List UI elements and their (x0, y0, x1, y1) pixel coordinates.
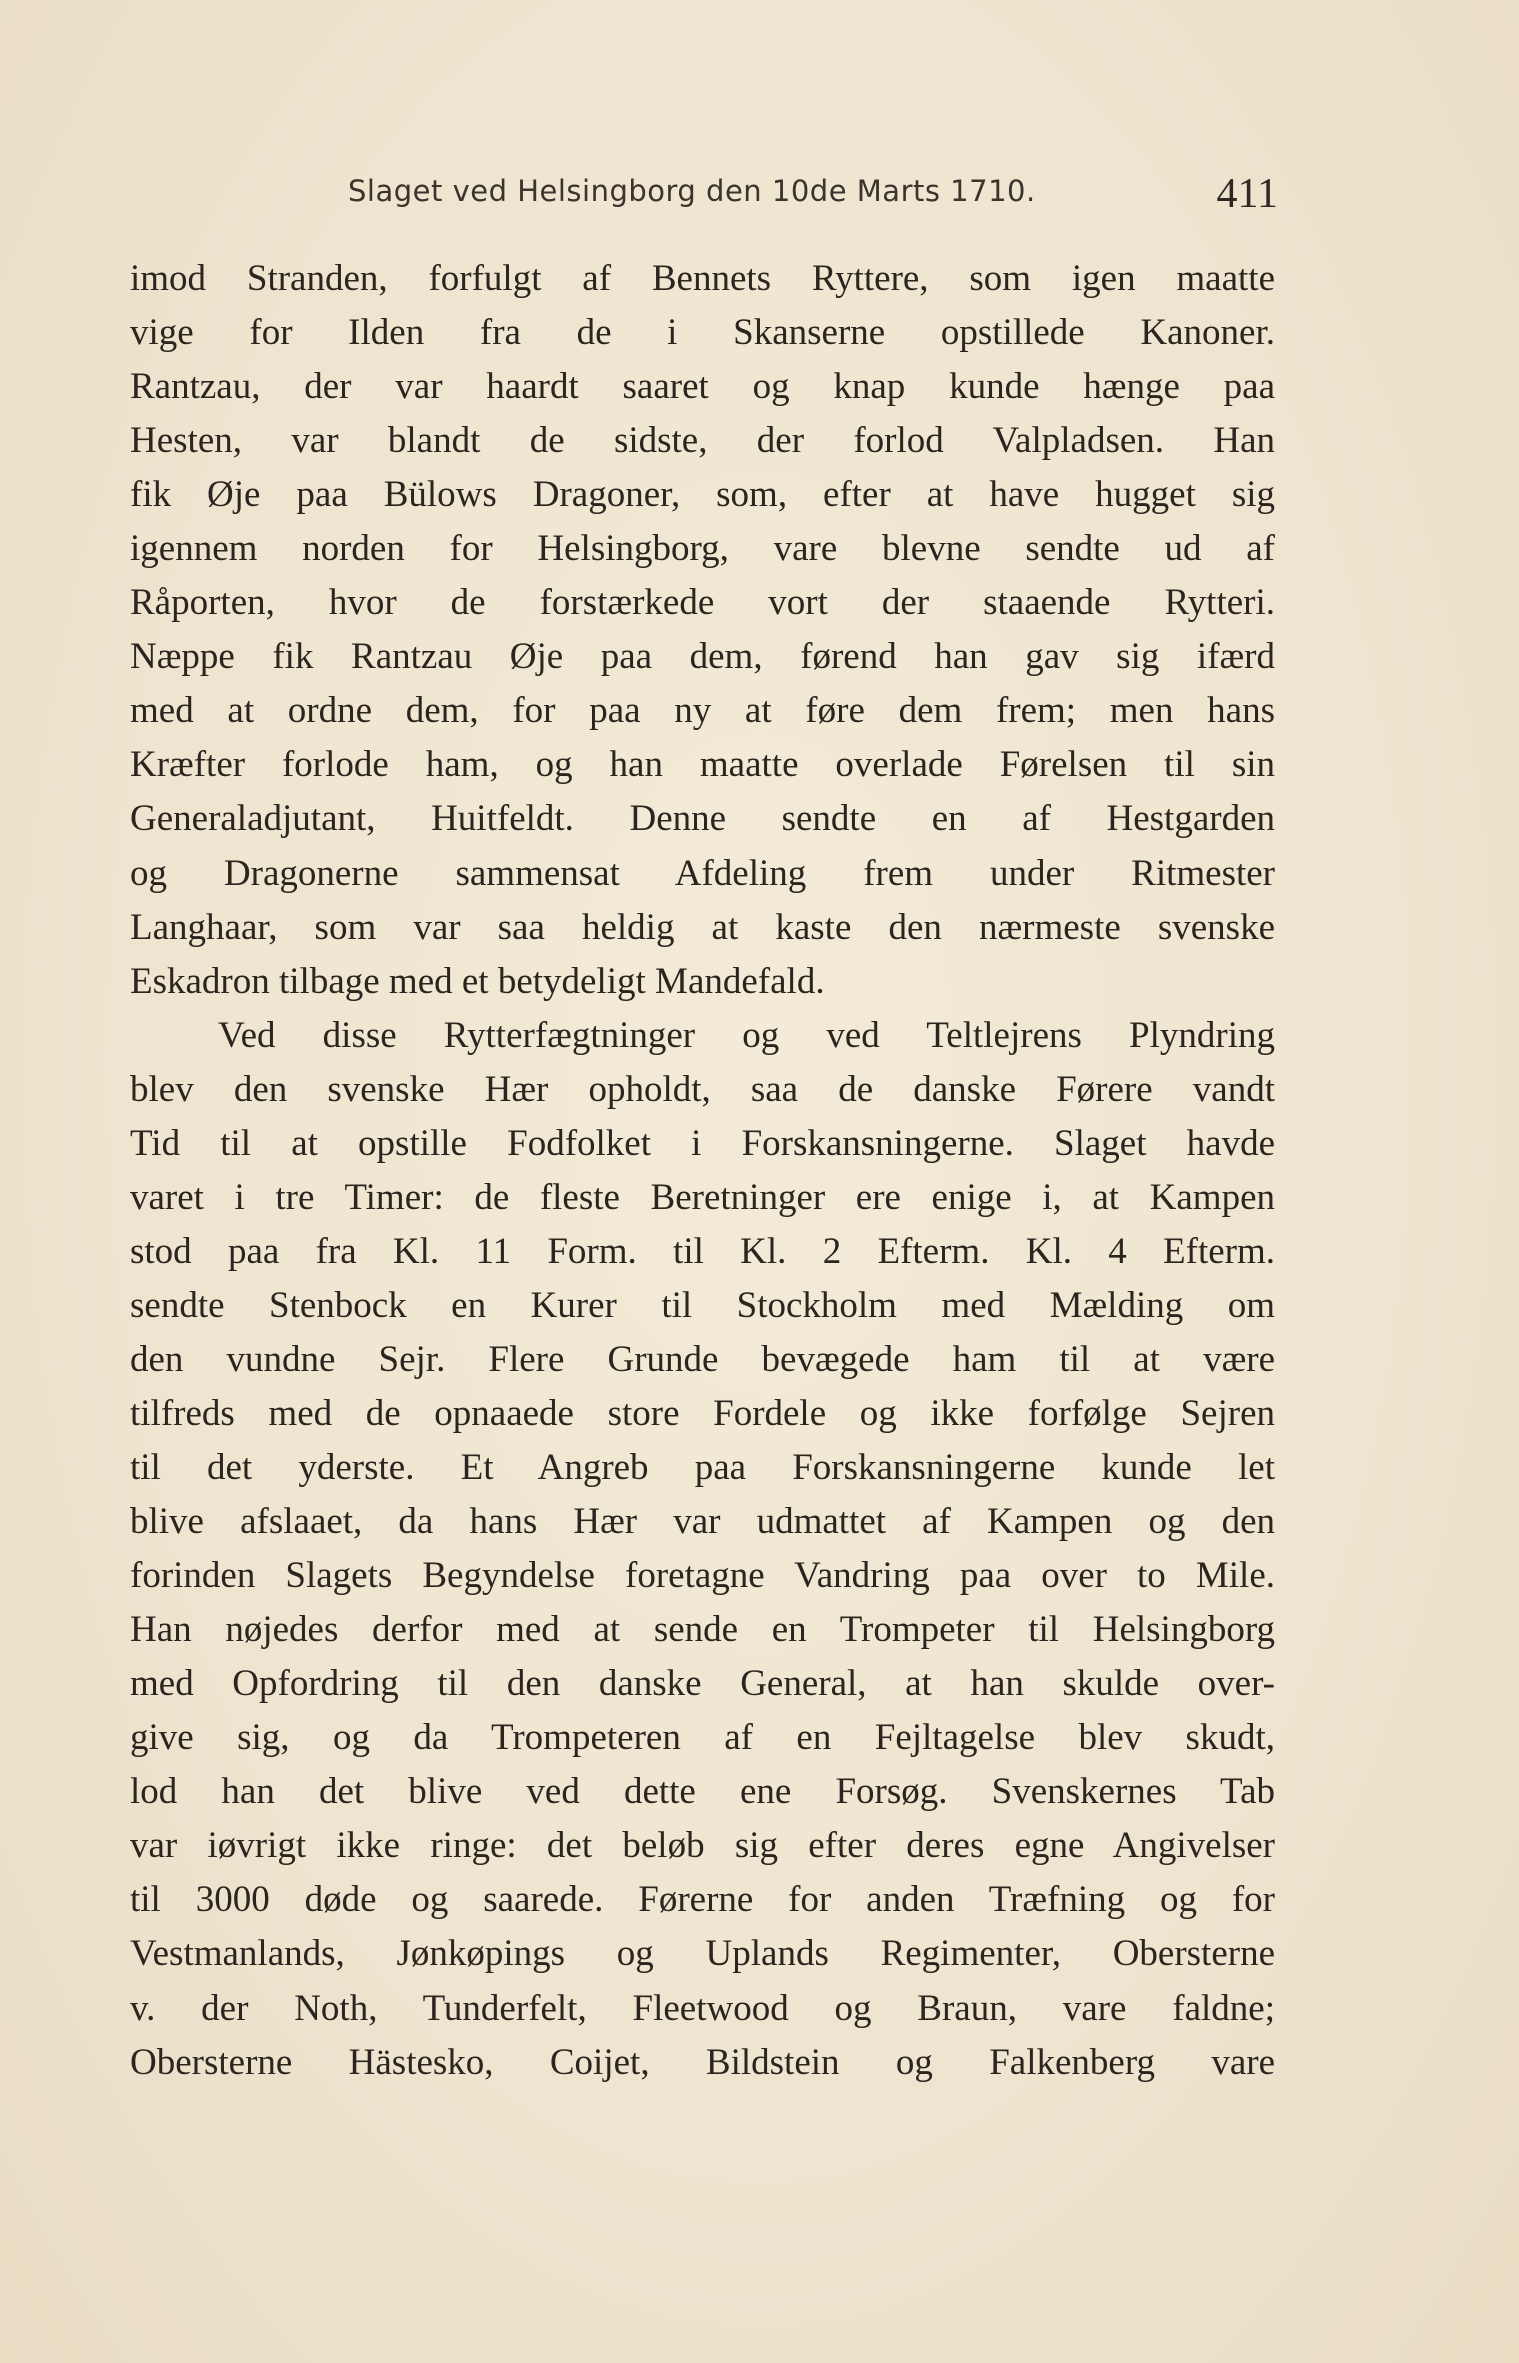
running-title: Slaget ved Helsingborg den 10de Marts 1710. (348, 174, 1036, 208)
text-line: den vundne Sejr. Flere Grunde bevægede ham til at være (130, 1338, 1275, 1380)
text-line: Rantzau, der var haardt saaret og knap kunde hænge paa (130, 366, 1275, 408)
text-line: stod paa fra Kl. 11 Form. til Kl. 2 Efterm. Kl. 4 Efterm. (130, 1230, 1275, 1272)
text-line: Næppe fik Rantzau Øje paa dem, førend han gav sig ifærd (130, 636, 1275, 678)
text-line: imod Stranden, forfulgt af Bennets Ryttere, som igen maatte (130, 258, 1275, 299)
page-header (348, 170, 1278, 220)
text-line: forinden Slagets Begyndelse foretagne Vandring paa over to Mile. (130, 1555, 1275, 1597)
text-line: varet i tre Timer: de fleste Beretninger ere enige i, at Kampen (130, 1176, 1275, 1218)
text-line: Råporten, hvor de forstærkede vort der staaende Rytteri. (130, 582, 1275, 624)
text-line: Kræfter forlode ham, og han maatte overlade Førelsen til sin (130, 744, 1275, 786)
text-line: Tid til at opstille Fodfolket i Forskansningerne. Slaget havde (130, 1122, 1275, 1164)
text-line: med Opfordring til den danske General, at han skulde over- (130, 1663, 1275, 1705)
text-line: tilfreds med de opnaaede store Fordele og ikke forfølge Sejren (130, 1392, 1275, 1434)
text-line: med at ordne dem, for paa ny at føre dem frem; men hans (130, 690, 1275, 732)
text-line: Vestmanlands, Jønkøpings og Uplands Regimenter, Obersterne (130, 1933, 1275, 1975)
text-line-paragraph-start: Ved disse Rytterfægtninger og ved Teltlejrens Plyndring (218, 1014, 1275, 1056)
text-line: og Dragonerne sammensat Afdeling frem under Ritmester (130, 852, 1275, 894)
text-line: fik Øje paa Bülows Dragoner, som, efter at have hugget sig (130, 474, 1275, 516)
text-line: Obersterne Hästesko, Coijet, Bildstein og Falkenberg vare (130, 2041, 1275, 2083)
text-line: til 3000 døde og saarede. Førerne for anden Træfning og for (130, 1879, 1275, 1921)
text-line: lod han det blive ved dette ene Forsøg. Svenskernes Tab (130, 1771, 1275, 1813)
text-line: til det yderste. Et Angreb paa Forskansningerne kunde let (130, 1447, 1275, 1489)
text-line-paragraph-end: Eskadron tilbage med et betydeligt Mandefald. (130, 960, 825, 1002)
text-line: sendte Stenbock en Kurer til Stockholm med Mælding om (130, 1284, 1275, 1326)
text-line: give sig, og da Trompeteren af en Fejltagelse blev skudt, (130, 1717, 1275, 1759)
text-line: Generaladjutant, Huitfeldt. Denne sendte en af Hestgarden (130, 798, 1275, 840)
text-line: Han nøjedes derfor med at sende en Trompeter til Helsingborg (130, 1609, 1275, 1651)
page-number: 411 (1216, 171, 1278, 217)
text-line: blev den svenske Hær opholdt, saa de danske Førere vandt (130, 1068, 1275, 1110)
text-line: igennem norden for Helsingborg, vare blevne sendte ud af (130, 528, 1275, 570)
text-line: Hesten, var blandt de sidste, der forlod Valpladsen. Han (130, 420, 1275, 462)
text-line: Langhaar, som var saa heldig at kaste den nærmeste svenske (130, 906, 1275, 948)
text-line: v. der Noth, Tunderfelt, Fleetwood og Braun, vare faldne; (130, 1987, 1275, 2029)
text-line: blive afslaaet, da hans Hær var udmattet af Kampen og den (130, 1501, 1275, 1543)
text-line: vige for Ilden fra de i Skanserne opstillede Kanoner. (130, 312, 1275, 354)
text-line: var iøvrigt ikke ringe: det beløb sig efter deres egne Angivelser (130, 1825, 1275, 1867)
body-text (130, 252, 1275, 2090)
